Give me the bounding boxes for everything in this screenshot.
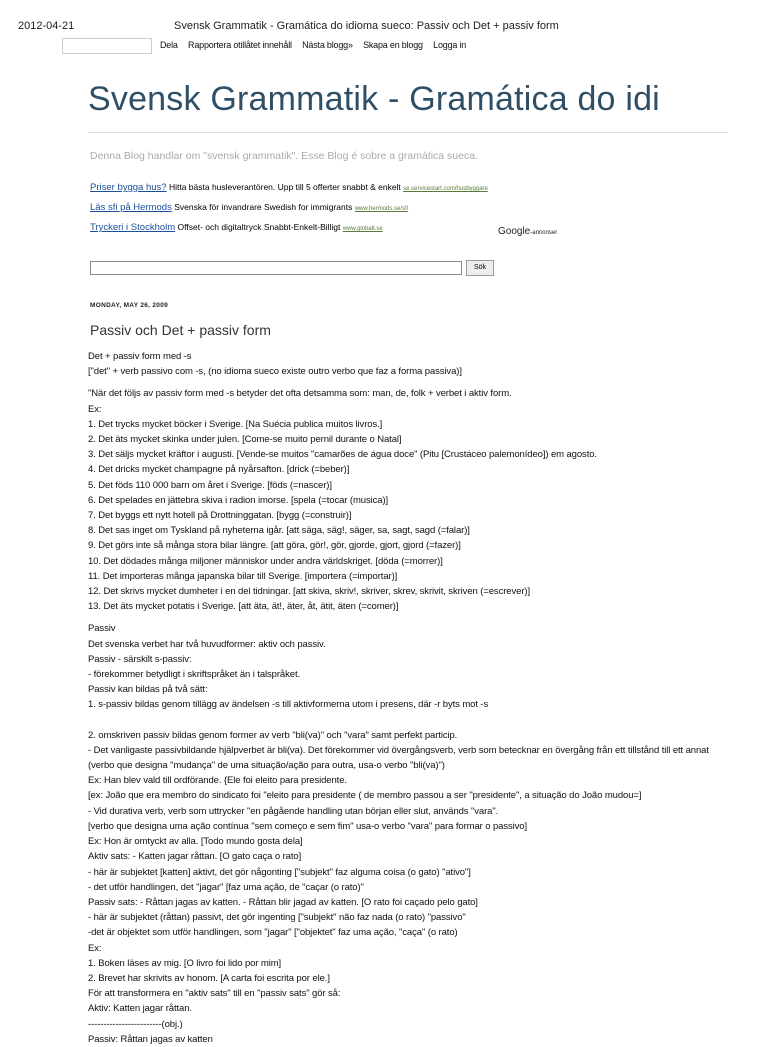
- post-line: 10. Det dödades många miljoner människor under andra världskriget. [döda (=morrer)]: [88, 555, 443, 567]
- post-line: - det utför handlingen, det "jagar" [faz uma ação, de "caçar (o rato)": [88, 881, 364, 893]
- post-line: ["det" + verb passivo com -s, (no idioma sueco existe outro verbo que faz a forma passiva)]: [88, 366, 462, 378]
- post-line: 1. s-passiv bildas genom tillägg av ändelsen -s till aktivformerna utom i presens, där -r byts mot -s: [88, 699, 489, 711]
- post-line: [verbo que designa uma ação contínua "sem começo e sem fim" usa-o verbo "vara" para formar o passivo]: [88, 820, 528, 832]
- ad-text: Svenska för invandrare Swedish for immigrants: [174, 202, 353, 212]
- post-line: Ex: Han blev vald till ordförande. {Ele foi eleito para presidente.: [88, 775, 347, 787]
- post-section: [88, 728, 760, 1047]
- post-section: [88, 349, 760, 379]
- post-line: - här är subjektet [katten] aktivt, det gör någonting ["subjekt" faz alguma coisa (o gato) "ativo"]: [88, 866, 471, 878]
- post-section: [88, 386, 760, 614]
- post-line: Passiv kan bildas på två sätt:: [88, 684, 208, 696]
- post-line: 1. Boken läses av mig. [O livro foi lido por mim]: [88, 957, 282, 969]
- post-line: 3. Det säljs mycket kräftor i augusti. [Vende-se muitos "camarões de água doce" (Pitu [Crustáceo palemonídeo]) em agosto.: [88, 449, 597, 461]
- navbar-search-box[interactable]: [62, 38, 152, 54]
- post-line: - Vid durativa verb, verb som uttrycker "en pågående handling utan början eller slut, används "vara".: [88, 805, 499, 817]
- post-line: 9. Det görs inte så många stora bilar längre. [att göra, gör!, gör, gjorde, gjort, gjord (=fazer)]: [88, 540, 461, 552]
- post-line: 8. Det sas inget om Tyskland på nyheterna igår. [att säga, säg!, säger, sa, sagt, sagd (=falar)]: [88, 525, 470, 537]
- ad-url[interactable]: se.servicestart.com/husbyggare: [403, 186, 488, 192]
- google-logo: Google: [498, 226, 531, 237]
- ad-link[interactable]: Läs sfi på Hermods: [90, 202, 172, 213]
- blog-title[interactable]: Svensk Grammatik - Gramática do idi: [88, 80, 660, 118]
- post-line: 5. Det föds 110 000 barn om året i Sverige. [föds (=nascer)]: [88, 479, 332, 491]
- post-line: 2. Det äts mycket skinka under julen. [Come-se muito pernil durante o Natal]: [88, 434, 402, 446]
- post-line: Ex:: [88, 403, 102, 415]
- post-line: 1. Det trycks mycket böcker i Sverige. [Na Suécia publica muitos livros.]: [88, 418, 383, 430]
- ad-text: Offset- och digitaltryck Snabbt-Enkelt-Billigt: [177, 222, 341, 232]
- post-line: -det är objektet som utför handlingen, som "jagar" ["objektet" faz uma ação, "caça" (o rato): [88, 927, 458, 939]
- blog-description: Denna Blog handlar om "svensk grammatik". Esse Blog é sobre a gramática sueca.: [90, 150, 478, 162]
- post-line: Passiv - särskilt s-passiv:: [88, 653, 192, 665]
- ad-text: Hitta bästa husleverantören. Upp till 5 offerter snabbt & enkelt: [168, 182, 401, 192]
- post-line: 11. Det importeras många japanska bilar till Sverige. [importera (=importar)]: [88, 570, 398, 582]
- post-line: - här är subjektet (råttan) passivt, det gör ingenting ["subjekt" não faz nada (o rato) "passivo": [88, 912, 466, 924]
- ad-url[interactable]: www.globalt.se: [342, 226, 383, 232]
- ad-item: [90, 202, 570, 222]
- ad-url[interactable]: www.hermods.se/sfi: [354, 206, 409, 212]
- report-abuse-link[interactable]: Rapportera otillåtet innehåll: [188, 40, 292, 50]
- post-line: 7. Det byggs ett nytt hotell på Drottninggatan. [bygg (=construir)]: [88, 510, 352, 522]
- title-divider: [88, 132, 728, 133]
- post-line: 2. omskriven passiv bildas genom former av verb "bli(va)" och "vara" samt perfekt particip.: [88, 729, 458, 741]
- google-ads-label[interactable]: [498, 226, 557, 237]
- post-line: Passiv sats: - Råttan jagas av katten. - Råttan blir jagad av katten. [O rato foi caçado pelo gato]: [88, 896, 478, 908]
- post-line: 13. Det äts mycket potatis i Sverige. [att äta, ät!, äter, åt, ätit, äten (=comer)]: [88, 601, 399, 613]
- post-line: Det svenska verbet har två huvudformer: aktiv och passiv.: [88, 638, 326, 650]
- post-line: Det + passiv form med -s: [88, 351, 192, 362]
- ad-link[interactable]: Tryckeri i Stockholm: [90, 222, 176, 233]
- post-line: Ex: Hon är omtyckt av alla. [Todo mundo gosta dela]: [88, 836, 303, 848]
- post-line: Aktiv: Katten jagar råttan.: [88, 1003, 192, 1015]
- print-title: Svensk Grammatik - Gramática do idioma sueco: Passiv och Det + passiv form: [174, 20, 559, 32]
- post-line: (verbo que designa "mudança" de uma situação/ação para outra, usa-o verbo "bli(va)"): [88, 760, 445, 772]
- post-line: - förekommer betydligt i skriftspråket än i talspråket.: [88, 669, 301, 681]
- create-blog-link[interactable]: Skapa en blogg: [363, 40, 423, 50]
- ad-link[interactable]: Priser bygga hus?: [90, 182, 167, 193]
- post-line: ------------------------(obj.): [88, 1018, 183, 1030]
- post-line: Aktiv sats: - Katten jagar råttan. [O gato caça o rato]: [88, 851, 302, 863]
- post-line: Passiv: [88, 623, 116, 635]
- search-input[interactable]: [90, 261, 462, 275]
- sign-in-link[interactable]: Logga in: [433, 40, 467, 50]
- post-line: 2. Brevet har skrivits av honom. [A carta foi escrita por ele.]: [88, 972, 330, 984]
- post-line: 12. Det skrivs mycket dumheter i en del tidningar. [att skiva, skriv!, skriver, skrev, skrivit, skriven (=escrever)]: [88, 586, 530, 598]
- post-line: Passiv: Råttan jagas av katten: [88, 1033, 213, 1045]
- next-blog-link[interactable]: Nästa blogg»: [302, 40, 353, 50]
- post-body: [88, 349, 760, 1047]
- post-line: "När det följs av passiv form med -s betyder det ofta detsamma som: man, de, folk + verbet i aktiv form.: [88, 388, 512, 400]
- post-section: [88, 621, 760, 712]
- post-date: MONDAY, MAY 26, 2009: [90, 302, 169, 309]
- navbar-links: [160, 40, 474, 50]
- post-title[interactable]: Passiv och Det + passiv form: [90, 322, 271, 338]
- post-line: [ex: João que era membro do sindicato foi "eleito para presidente ( de membro passou a ser "presidente", a situação do João mudou=]: [88, 790, 642, 802]
- post-line: 4. Det dricks mycket champagne på nyårsafton. [drick (=beber)]: [88, 464, 350, 476]
- ad-item: [90, 182, 570, 202]
- google-ads-suffix: -annonser: [530, 230, 558, 236]
- print-date: 2012-04-21: [18, 20, 75, 32]
- post-line: - Det vanligaste passivbildande hjälpverbet är bli(va). Det förekommer vid övergångsverb, verb som betecknar en övergång från ett tillstånd till ett annat: [88, 744, 709, 756]
- share-link[interactable]: Dela: [160, 40, 178, 50]
- post-line: 6. Det spelades en jättebra skiva i radion imorse. [spela (=tocar (musica)]: [88, 494, 389, 506]
- post-line: Ex:: [88, 942, 102, 954]
- post-line: För att transformera en "aktiv sats" till en "passiv sats" gör så:: [88, 988, 341, 1000]
- search-button[interactable]: Sök: [466, 260, 494, 276]
